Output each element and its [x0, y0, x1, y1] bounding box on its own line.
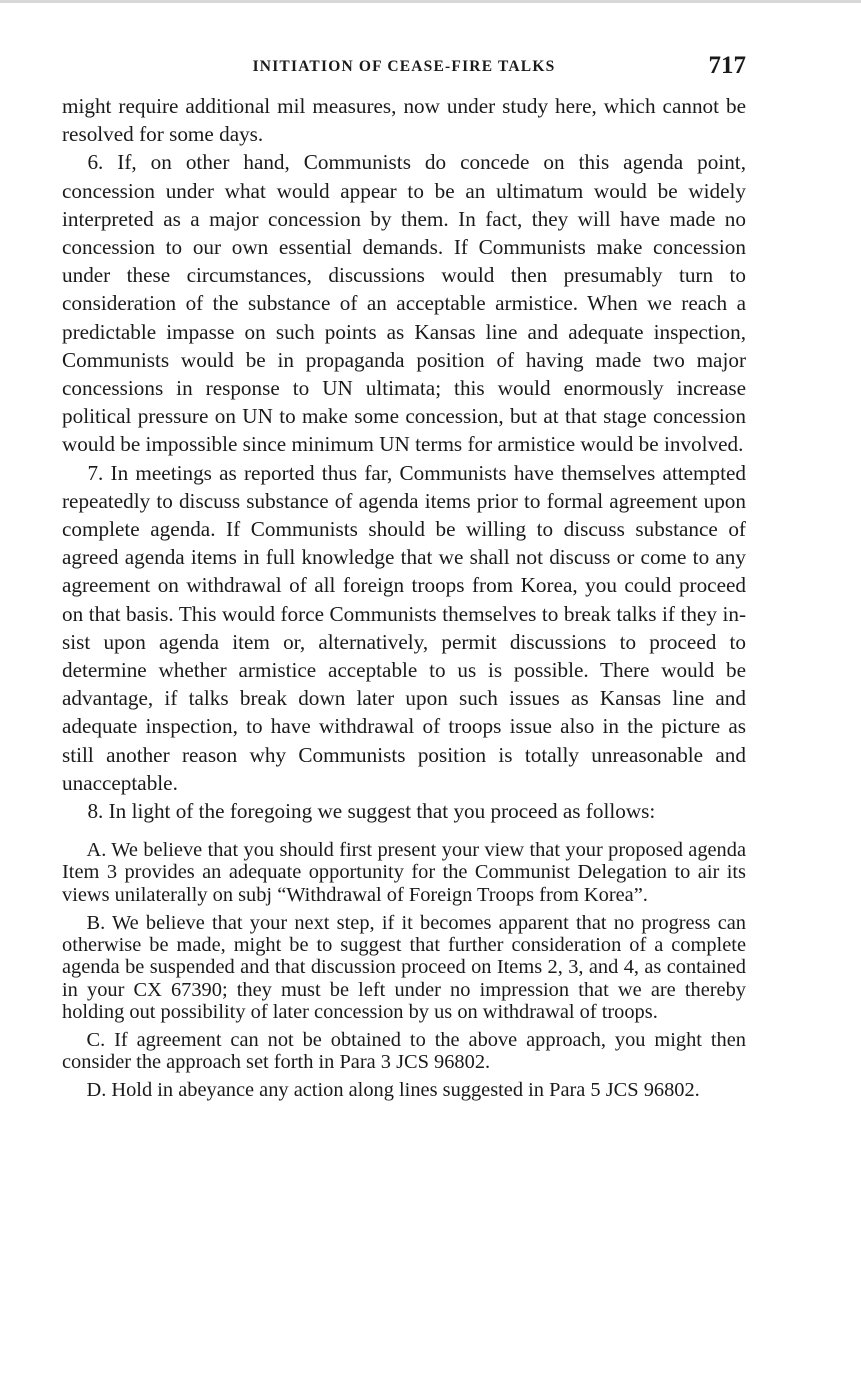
- paragraph-6: 6. If, on other hand, Communists do concede on this agenda point, concession under what would appear to be an ultimatum would be widely interpreted as a major concession by them. In fact, they will have made no concession to our own essential demands. If Communists make concession under these circumstances, discussions would then presumably turn to consideration of the substance of an acceptable armistice. When we reach a predictable impasse on such points as Kansas line and adequate inspection, Communists would be in propaganda position of having made two major concessions in response to UN ultimata; this would enormously increase political pressure on UN to make some concession, but at that stage concession would be impossible since minimum UN terms for armistice would be involved.: [62, 150, 746, 457]
- recommendation-b: B. We believe that your next step, if it becomes apparent that no progress can otherwise be made, might be to suggest that further consideration of a complete agenda be suspended and that discussion proceed on Items 2, 3, and 4, as contained in your CX 67390; they must be left under no impression that we are thereby holding out possibility of later concession by us on withdrawal of troops.: [62, 911, 746, 1023]
- recommendation-a: A. We believe that you should first present your view that your proposed agenda Item 3 provides an adequate opportunity for the Communist Delegation to air its views unilaterally on subj “Withdrawal of Foreign Troops from Korea”.: [62, 839, 746, 906]
- paragraph-7: 7. In meetings as reported thus far, Communists have themselves attempted repeatedly to discuss substance of agenda items prior to formal agreement upon complete agenda. If Communists should be willing to discuss substance of agreed agenda items in full knowledge that we shall not discuss or come to any agreement on withdrawal of all foreign troops from Korea, you could proceed on that basis. This would force Communists themselves to break talks if they insist upon agenda item or, alternatively, permit discussions to proceed to determine whether armistice acceptable to us is possible. There would be advantage, if talks break down later upon such issues as Kansas line and adequate inspection, to have withdrawal of troops issue also in the picture as still another reason why Communists position is totally unreasonable and unacceptable.: [62, 460, 746, 795]
- body-text: [62, 92, 746, 825]
- page-top-rule: [0, 0, 861, 3]
- running-head: [62, 52, 746, 92]
- paragraph-8: 8. In light of the foregoing we suggest that you proceed as follows:: [87, 799, 656, 824]
- running-title: INITIATION OF CEASE-FIRE TALKS: [252, 58, 556, 75]
- recommendation-c: C. If agreement can not be obtained to the above approach, you might then consider the approach set forth in Para 3 JCS 96802.: [62, 1028, 746, 1074]
- recommendations-list: [62, 839, 746, 1101]
- paragraph-continuation: might require additional mil measures, now under study here, which cannot be resolved for some days.: [62, 94, 746, 147]
- page-number: 717: [708, 52, 746, 79]
- document-page: [62, 52, 746, 1102]
- recommendation-d: D. Hold in abeyance any action along lines suggested in Para 5 JCS 96802.: [86, 1079, 700, 1102]
